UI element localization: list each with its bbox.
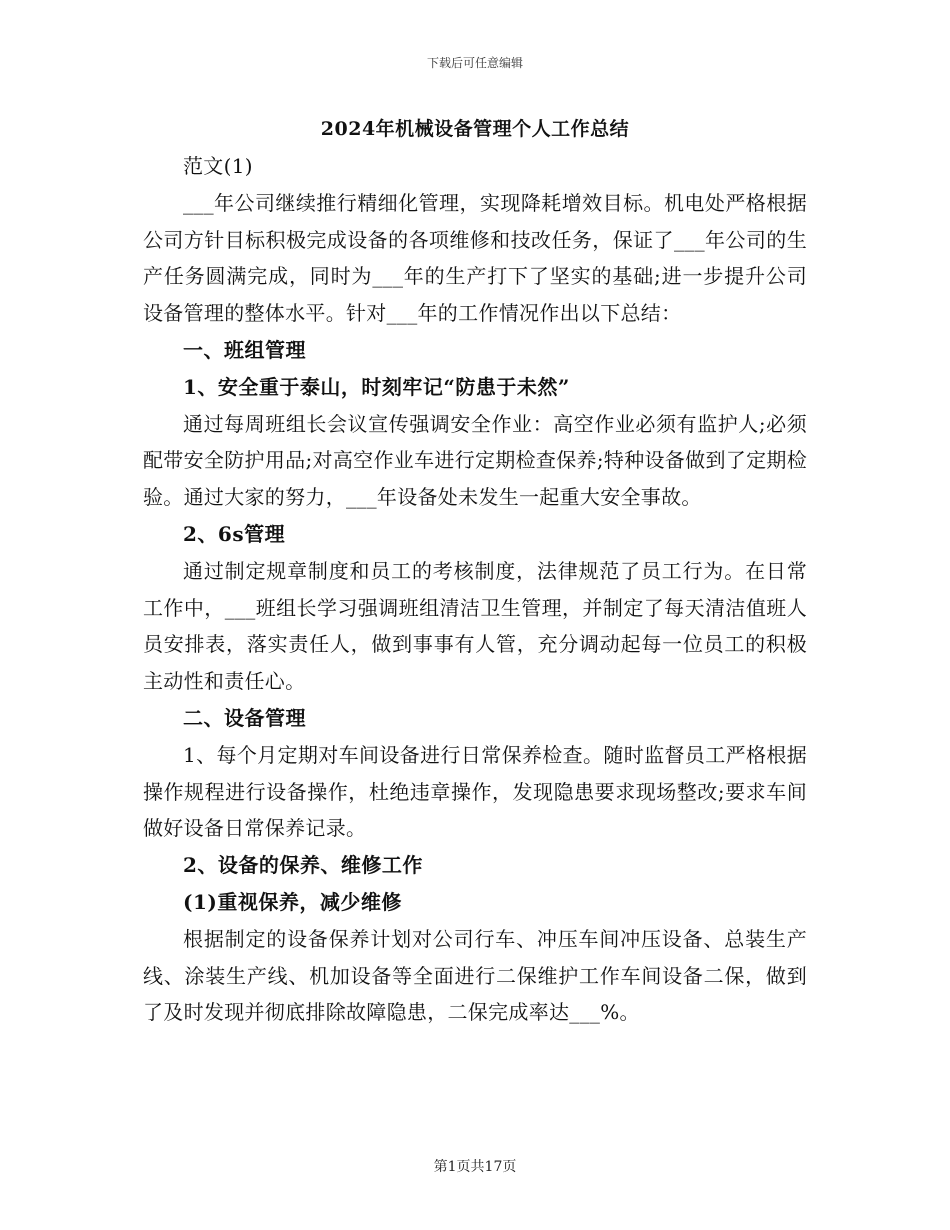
paragraph-sample-label: 范文(1) (183, 154, 253, 178)
subheading-safety: 1、安全重于泰山，时刻牢记“防患于未然” (183, 374, 570, 399)
paragraph-safety: 通过每周班组长会议宣传强调安全作业：高空作业必须有监护人;必须配带安全防护用品;对高空作业车进行定期检查保养;特种设备做到了定期检验。通过大家的努力，___年设备处未发生一起重大安全事故。 (143, 411, 807, 510)
page-indicator: 第1页共17页 (433, 1159, 517, 1175)
subheading-maintenance: 2、设备的保养、维修工作 (183, 853, 423, 878)
header-note: 下载后可任意编辑 (426, 56, 523, 70)
document-body (143, 148, 807, 1031)
paragraph-maintenance-plan: 根据制定的设备保养计划对公司行车、冲压车间冲压设备、总装生产线、涂装生产线、机加设备等全面进行二保维护工作车间设备二保，做到了及时发现并彻底排除故障隐患，二保完成率达___%。 (143, 926, 807, 1025)
section-heading-team-management: 一、班组管理 (183, 337, 306, 362)
paragraph-6s: 通过制定规章制度和员工的考核制度，法律规范了员工行为。在日常工作中，___班组长学习强调班组清洁卫生管理，并制定了每天清洁值班人员安排表，落实责任人，做到事事有人管，充分调动起每一位员工的积极主动性和责任心。 (143, 558, 807, 694)
section-heading-equipment-management: 二、设备管理 (183, 705, 306, 730)
subheading-6s: 2、6s管理 (183, 521, 286, 546)
subheading-prevention: (1)重视保养，减少维修 (183, 889, 402, 914)
paragraph-intro: ___年公司继续推行精细化管理，实现降耗增效目标。机电处严格根据公司方针目标积极完成设备的各项维修和技改任务，保证了___年公司的生产任务圆满完成，同时为___年的生产打下了坚实的基础;进一步提升公司设备管理的整体水平。针对___年的工作情况作出以下总结： (143, 190, 807, 326)
paragraph-monthly-check: 1、每个月定期对车间设备进行日常保养检查。随时监督员工严格根据操作规程进行设备操作，杜绝违章操作，发现隐患要求现场整改;要求车间做好设备日常保养记录。 (143, 742, 807, 841)
document-title: 2024年机械设备管理个人工作总结 (320, 118, 630, 140)
